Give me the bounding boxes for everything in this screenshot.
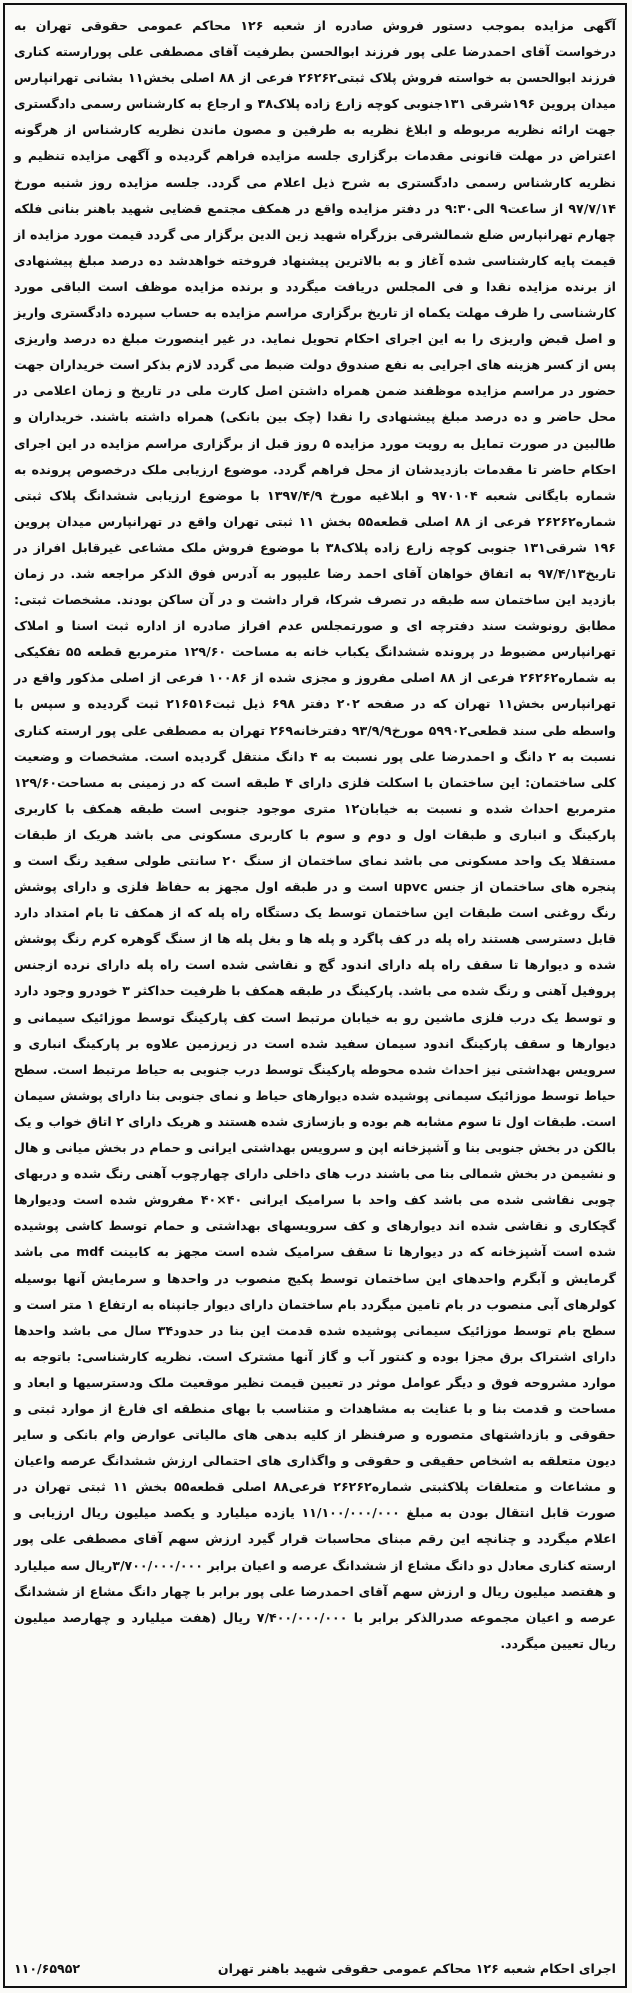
auction-notice-box <box>3 3 627 1988</box>
auction-notice-body: آگهی مزایده بموجب دستور فروش صادره از شعبه ۱۲۶ محاکم عمومی حقوقی تهران به درخواست آقای احمدرضا علی پور فرزند ابوالحسن بطرفیت آقای مصطفی علی پورارسته کناری فرزند ابوالحسن به خواسته فروش پلاک ثبتی۲۶۲۶۲ فرعی از ۸۸ اصلی بخش۱۱ بشانی تهرانپارس میدان پروین ۱۹۶شرقی ۱۳۱جنوبی کوچه زارع زاده پلاک۳۸ و ارجاع به کارشناس رسمی دادگستری جهت ارائه نظریه مربوطه و ابلاغ نظریه به طرفین و مصون ماندن نظریه کارشناس از هرگونه اعتراض در مهلت قانونی مقدمات برگزاری جلسه مزایده فراهم گردیده و آگهی مزایده تنظیم و نظریه کارشناس رسمی دادگستری به شرح ذیل اعلام می گردد. جلسه مزایده روز شنبه مورخ ۹۷/۷/۱۴ از ساعت۹ الی۹:۳۰ در دفتر مزایده واقع در همکف مجتمع قضایی شهید باهنر بنانی فلکه چهارم تهرانپارس ضلع شمالشرقی بزرگراه شهید زین الدین برگزار می گردد قیمت مورد مزایده از قیمت پایه کارشناسی شده آغاز و به بالاترین پیشنهاد فروخته خواهدشد ده درصد مبلغ پیشنهادی از برنده مزایده نقدا و فی المجلس دریافت میگردد و برنده مزایده موظف است الباقی مورد کارشناسی را ظرف مهلت یکماه از تاریخ برگزاری مراسم مزایده به حساب سپرده دادگستری واریز و اصل قبض واریزی را به این اجرای احکام تحویل نماید. در غیر اینصورت مبلغ ده درصد واریزی پس از کسر هزینه های اجرایی به نفع صندوق دولت ضبط می گردد لازم بذکر است خریداران جهت حضور در مراسم مزایده موظفند ضمن همراه داشتن اصل کارت ملی در تاریخ و زمان اعلامی در محل حاضر و ده درصد مبلغ پیشنهادی را نقدا (چک بین بانکی) همراه داشته باشند. خریداران و طالبین در صورت تمایل به رویت مورد مزایده ۵ روز قبل از برگزاری مراسم مزایده در این اجرای احکام حاضر تا مقدمات بازدیدشان از محل فراهم گردد. موضوع ارزیابی ملک درخصوص پرونده به شماره بایگانی شعبه ۹۷۰۱۰۴ و ابلاغیه مورخ ۱۳۹۷/۴/۹ با موضوع ارزیابی ششدانگ پلاک ثبتی شماره۲۶۲۶۲ فرعی از ۸۸ اصلی قطعه۵۵ بخش ۱۱ ثبتی تهران واقع در تهرانپارس میدان پروین ۱۹۶ شرقی۱۳۱ جنوبی کوچه زارع زاده پلاک۳۸ با موضوع فروش ملک مشاعی غیرقابل افراز در تاریخ۹۷/۴/۱۳ به اتفاق خواهان آقای احمد رضا علیپور به آدرس فوق الذکر مراجعه شد. در زمان بازدید این ساختمان سه طبقه در تصرف شرکا، قرار داشت و در آن ساکن بودند. مشخصات ثبتی: مطابق رونوشت سند دفترچه ای و صورتمجلس عدم افراز صادره از اداره ثبت اسنا و املاک تهرانپارس مضبوط در پرونده ششدانگ یکباب خانه به مساحت ۱۲۹/۶۰ مترمربع قطعه ۵۵ تفکیکی به شماره۲۶۲۶۲ فرعی از ۸۸ اصلی مفروز و مجزی شده از ۱۰۰۸۶ فرعی از اصلی مذکور واقع در تهرانپارس بخش۱۱ تهران که در صفحه ۲۰۲ دفتر ۶۹۸ ذیل ثبت۲۱۶۵۱۶ ثبت گردیده و سپس با واسطه طی سند قطعی۵۹۹۰۲ مورخ۹۳/۹/۹ دفترخانه۲۶۹ تهران به مصطفی علی پور ارسته کناری نسبت به ۲ دانگ و احمدرضا علی پور نسبت به ۴ دانگ منتقل گردیده است. مشخصات و وضعیت کلی ساختمان: این ساختمان با اسکلت فلزی دارای ۴ طبقه است که در زمینی به مساحت۱۲۹/۶۰ مترمربع احداث شده و نسبت به خیابان۱۲ متری موجود جنوبی است طبقه همکف با کاربری پارکینگ و انباری و طبقات اول و دوم و سوم با کاربری مسکونی می باشد هریک از طبقات مستقلا یک واحد مسکونی می باشد نمای ساختمان از سنگ ۲۰ سانتی طولی سفید رنگ است و پنجره های ساختمان از جنس upvc است و در طبقه اول مجهز به حفاظ فلزی و دارای پوشش رنگ روغنی است طبقات این ساختمان توسط یک دستگاه راه پله که از همکف تا بام امتداد دارد قابل دسترسی هستند راه پله در کف پاگرد و پله ها و بغل پله ها از سنگ گوهره کرم رنگ پوشش شده و دیوارها تا سقف راه پله دارای اندود گچ و نقاشی شده است راه پله دارای نرده ازجنس پروفیل آهنی و رنگ شده می باشد. پارکینگ در طبقه همکف با ظرفیت حداکثر ۳ خودرو وجود دارد و توسط یک درب فلزی ماشین رو به خیابان مرتبط است کف پارکینگ توسط موزائیک سیمانی و دیوارها و سقف پارکینگ اندود سیمان سفید شده است در زیرزمین علاوه بر پارکینگ انباری و سرویس بهداشتی نیز احداث شده محوطه پارکینگ توسط درب جنوبی به حیاط مرتبط است. سطح حیاط توسط موزائیک سیمانی پوشیده شده دیوارهای حیاط و نمای جنوبی بنا دارای پوشش سیمان است. طبقات اول تا سوم مشابه هم بوده و بازسازی شده هستند و هریک دارای ۲ اتاق خواب و یک بالکن در بخش جنوبی بنا و آشپزخانه اپن و سرویس بهداشتی ایرانی و حمام در بخش میانی و هال و نشیمن در بخش شمالی بنا می باشند درب های داخلی دارای چهارچوب آهنی رنگ شده و دربهای چوبی نقاشی شده می باشد کف واحد با سرامیک ایرانی ۴۰×۴۰ مفروش شده است ودیوارها گچکاری و نقاشی شده اند دیوارهای و کف سرویسهای بهداشتی و حمام توسط کاشی پوشیده شده است آشپزخانه که در دیوارها تا سقف سرامیک شده است مجهز به کابینت mdf می باشد گرمایش و آبگرم واحدهای این ساختمان توسط پکیج منصوب در واحدها و سرمایش آنها بوسیله کولرهای آبی منصوب در بام تامین میگردد بام ساختمان دارای دیوار جانپناه به ارتفاع ۱ متر است و سطح بام توسط موزائیک سیمانی پوشیده شده قدمت این بنا در حدود۳۴ سال می باشد واحدها دارای اشتراک برق مجزا بوده و کنتور آب و گاز آنها مشترک است. نظریه کارشناسی: باتوجه به موارد مشروحه فوق و دیگر عوامل موثر در تعیین قیمت نظیر موقعیت ملک ودسترسیها و ابعاد و مساحت و قدمت بنا و با عنایت به مشاهدات و متناسب با بهای منطقه ای فارغ از موارد ثبتی و حقوقی و بازداشتهای متصوره و صرفنظر از کلیه بدهی های مالیاتی عوارض وام بانکی و سایر دیون متعلقه به اشخاص حقیقی و حقوقی و واگذاری های احتمالی ارزش ششدانگ عرصه واعیان و مشاعات و متعلقات پلاکثبتی شماره۲۶۲۶۲ فرعی۸۸ اصلی قطعه۵۵ بخش ۱۱ ثبتی تهران در صورت قابل انتقال بودن به مبلغ ۱۱/۱۰۰/۰۰۰/۰۰۰ یازده میلیارد و یکصد میلیون ریال ارزیابی و اعلام میگردد و چنانچه این رقم مبنای محاسبات قرار گیرد ارزش سهم آقای مصطفی علی پور ارسته کناری معادل دو دانگ مشاع از ششدانگ عرصه و اعیان برابر ۳/۷۰۰/۰۰۰/۰۰۰ریال سه میلیارد و هفتصد میلیون ریال و ارزش سهم آقای احمدرضا علی پور برابر با چهار دانگ مشاع از ششدانگ عرصه و اعیان مجموعه صدرالذکر برابر با ۷/۴۰۰/۰۰۰/۰۰۰ ریال (هفت میلیارد و چهارصد میلیون ریال تعیین میگردد. <box>14 18 617 1651</box>
issuing-court-signature: اجرای احکام شعبه ۱۲۶ محاکم عمومی حقوقی شهید باهنر تهران <box>217 1961 616 1976</box>
notice-footer <box>14 1956 616 1982</box>
notice-number: ۱۱۰/۶۵۹۵۲ <box>14 1961 81 1976</box>
